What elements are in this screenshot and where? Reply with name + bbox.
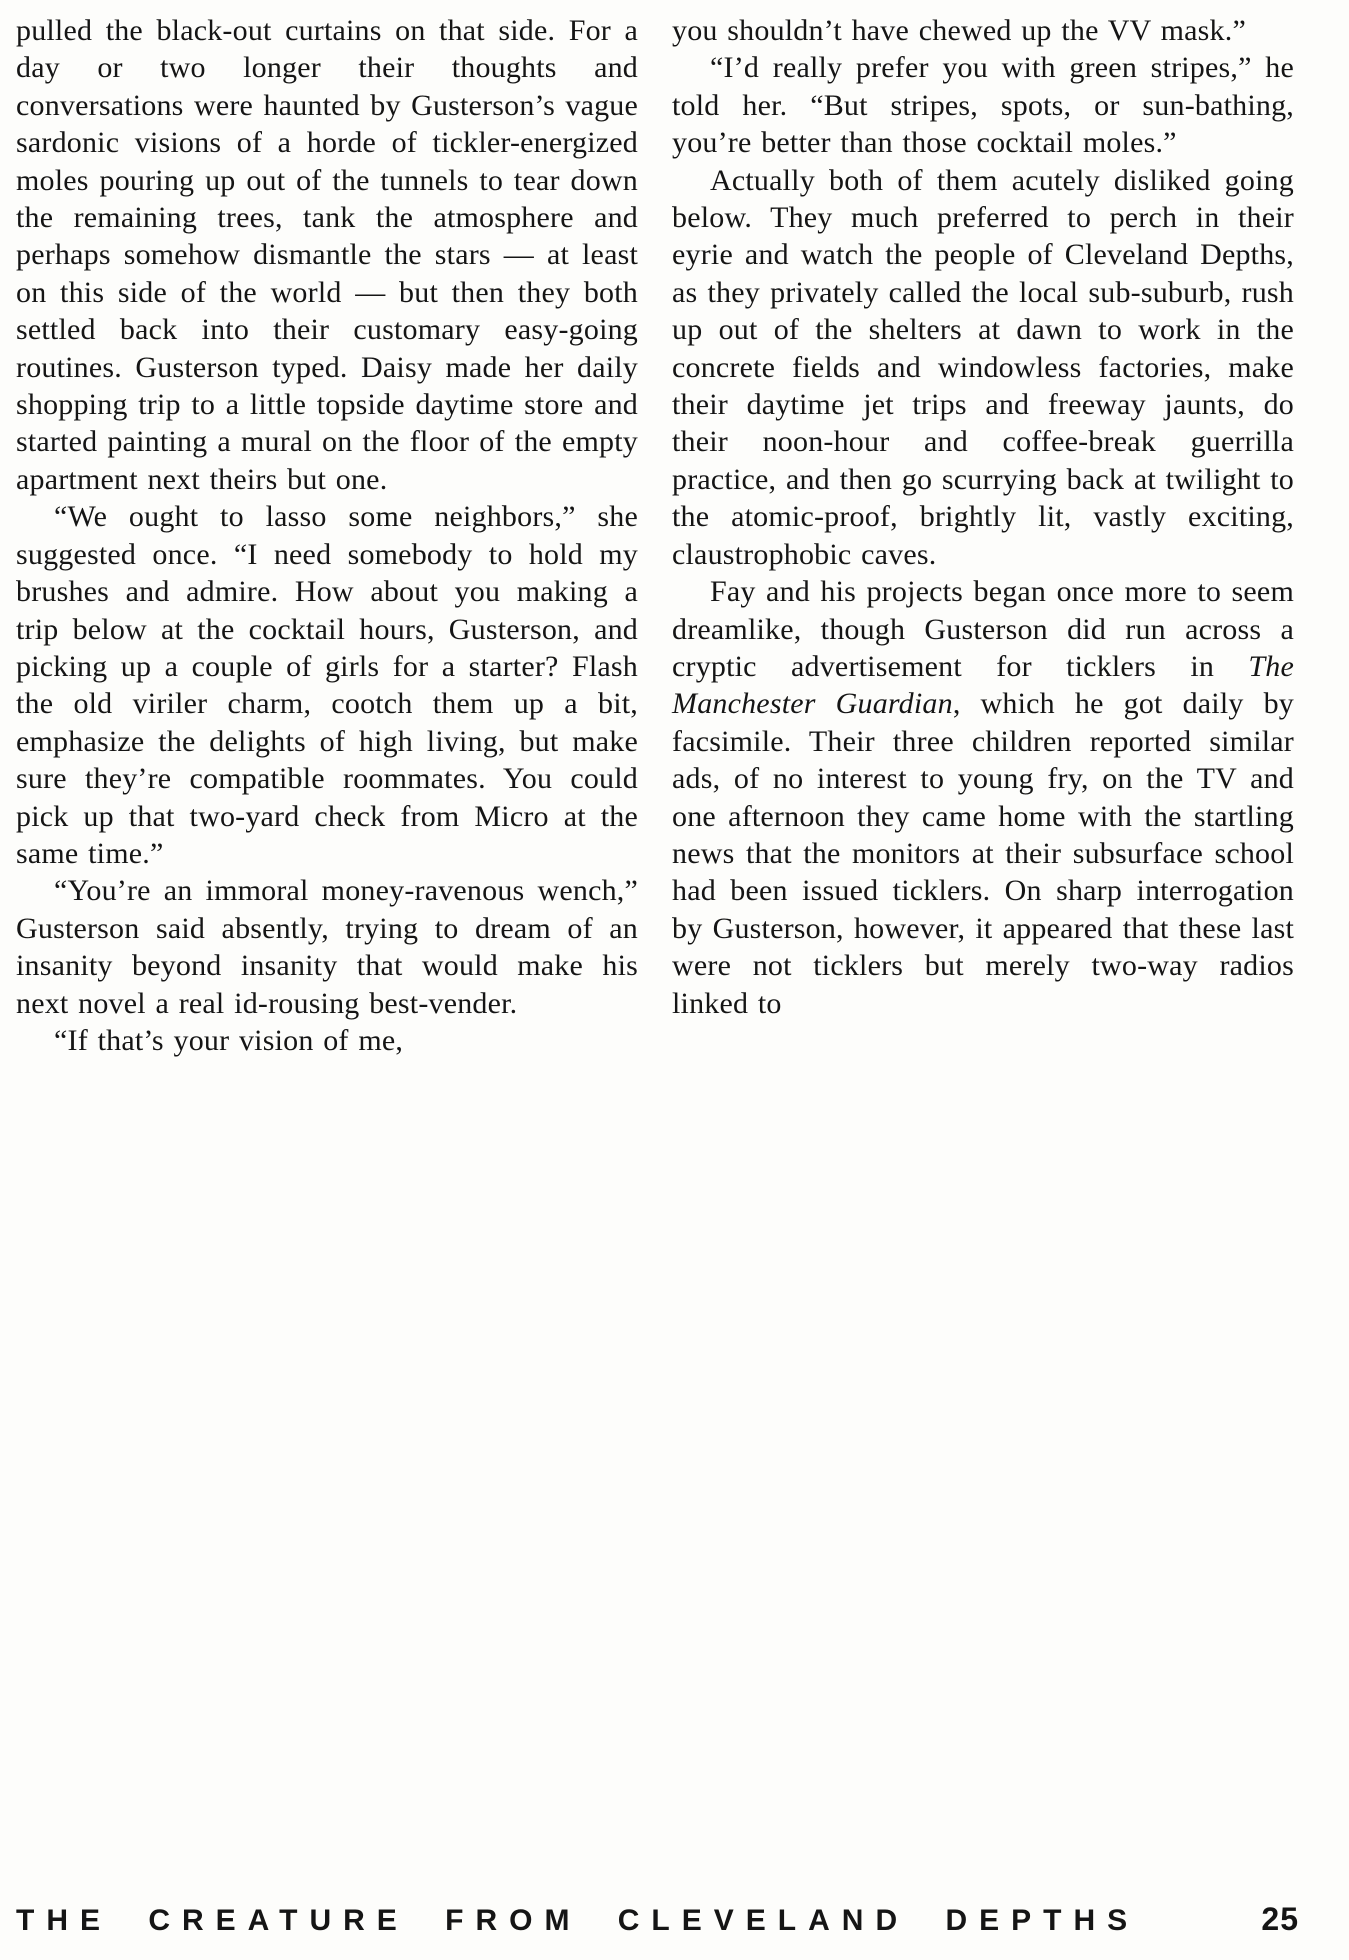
paragraph-text: Fay and his projects began once more to seem dreamlike, though Gusterson did run across a cryptic advertisement for ticklers in [672,575,1294,683]
paragraph-narrative: Actually both of them acutely disliked going below. They much preferred to perch in their eyrie and watch the people of Cleveland Depths, as they privately called the local sub-suburb, rush up out of the shelters at dawn to work in the concrete fields and windowless factories, make their daytime jet trips and freeway jaunts, do their noon-hour and coffee-break guerrilla practice, and then go scurrying back at twilight to the atomic-proof, brightly lit, vastly exciting, claustrophobic caves. [672,163,1294,571]
paragraph-dialogue: “We ought to lasso some neighbors,” she suggested once. “I need somebody to hold my brushes and admire. How about you making a trip below at the cocktail hours, Gusterson, and picking up a couple of girls for a starter? Flash the old viriler charm, cootch them up a bit, emphasize the delights of high living, but make sure they’re compatible roommates. You could pick up that two-yard check from Micro at the same time.” [16,500,638,870]
running-title: THE CREATURE FROM CLEVELAND DEPTHS [16,1904,1140,1937]
right-column [672,12,1294,1059]
paragraph-narrative [672,573,1294,1022]
left-column [16,12,638,1059]
paragraph-text: , which he got daily by facsimile. Their three children reported similar ads, of no interest to young fry, on the TV and one afternoon they came home with the startling news that the monitors at their subsurface school had been issued ticklers. On sharp interrogation by Gusterson, however, it appeared that these last were not ticklers but merely two-way radios linked to [672,687,1294,1020]
paragraph-dialogue: “I’d really prefer you with green stripes,” he told her. “But stripes, spots, or sun-bathing, you’re better than those cocktail moles.” [672,51,1294,160]
text-columns [16,12,1294,1059]
page-footer [16,1901,1299,1938]
page-number: 25 [1261,1901,1299,1937]
paragraph-dialogue-start: “If that’s your vision of me, [54,1023,404,1057]
paragraph-dialogue: “You’re an immoral money-ravenous wench,” Gusterson said absently, trying to dream of an insanity beyond insanity that would make his next novel a real id-rousing best-vender. [16,874,638,1020]
publication-title-italic: The Manchester Guardian [672,649,1294,721]
paragraph-dialogue-end: you shouldn’t have chewed up the VV mask.” [672,14,1246,47]
paragraph-continuation: pulled the black-out curtains on that side. For a day or two longer their thoughts and conversations were haunted by Gusterson’s vague sardonic visions of a horde of tickler-energized moles pouring up out of the tunnels to tear down the remaining trees, tank the atmosphere and perhaps somehow dismantle the stars — at least on this side of the world — but then they both settled back into their customary easy-going routines. Gusterson typed. Daisy made her daily shopping trip to a little topside daytime store and started painting a mural on the floor of the empty apartment next theirs but one. [16,14,638,496]
